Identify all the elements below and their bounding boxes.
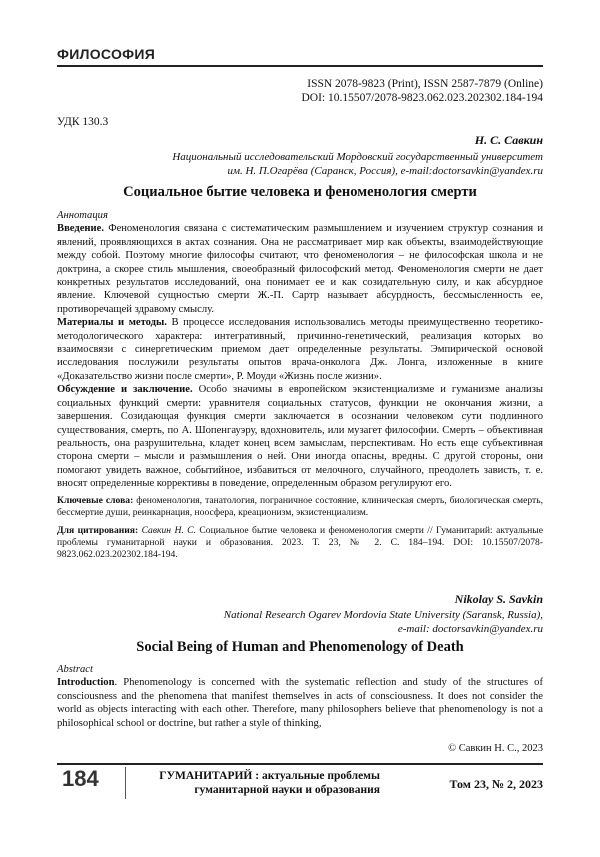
section-label: ФИЛОСОФИЯ bbox=[57, 46, 155, 62]
abstract-en bbox=[57, 663, 543, 730]
affiliation-ru bbox=[103, 150, 543, 178]
journal-name bbox=[135, 769, 380, 797]
discussion-text-ru: Особо значимы в европейском экзистенциализме и гуманизме анализы социальных функций смерти: уравнителя социальных статусов, функции не окончания жизни, а завершения. Созидающая функция смерти заключается в осознании человеком сути подлинного существования, смерть, по А. Шопенгауэру, вдохновитель, или музагет философии. Смерть – объективная реальность, она разрушительна, кладет конец всем замыслам, перспективам. Но есть еще субъективная сторона смерти – мысли и размышления о ней. Они иногда опасны, вредны. С другой стороны, они помогают увидеть важное, событийное, избавиться от мелочного, случайного, преодолеть зависть, т. е. вносят определенные коррективы в поведение, определенным образом регулируют его. bbox=[57, 384, 543, 489]
udk-code: УДК 130.3 bbox=[57, 116, 108, 128]
affiliation-en bbox=[103, 608, 543, 636]
article-title-en: Social Being of Human and Phenomenology of Death bbox=[57, 639, 543, 656]
affiliation-en-line2: e-mail: doctorsavkin@yandex.ru bbox=[103, 622, 543, 636]
footer-divider bbox=[125, 767, 126, 799]
journal-name-line1: ГУМАНИТАРИЙ : актуальные проблемы bbox=[135, 769, 380, 783]
journal-name-line2: гуманитарной науки и образования bbox=[135, 783, 380, 797]
author-name-ru: Н. С. Савкин bbox=[475, 133, 543, 148]
affiliation-ru-line1: Национальный исследовательский Мордовский государственный университет bbox=[103, 150, 543, 164]
header-rule bbox=[57, 65, 543, 67]
page-number: 184 bbox=[62, 766, 99, 792]
affiliation-en-line1: National Research Ogarev Mordovia State University (Saransk, Russia), bbox=[103, 608, 543, 622]
abstract-ru bbox=[57, 209, 543, 561]
abstract-label-en: Abstract bbox=[57, 663, 543, 676]
author-name-en: Nikolay S. Savkin bbox=[455, 592, 543, 607]
methods-paragraph-ru bbox=[57, 316, 543, 383]
volume-info: Том 23, № 2, 2023 bbox=[450, 777, 543, 792]
doi-line: DOI: 10.15507/2078-9823.062.023.202302.184-194 bbox=[302, 91, 544, 105]
citation-label-ru: Для цитирования: bbox=[57, 525, 138, 536]
article-title-ru: Социальное бытие человека и феноменология смерти bbox=[57, 184, 543, 201]
citation-text-ru: Социальное бытие человека и феноменология смерти // Гуманитарий: актуальные проблемы гуманитарной науки и образования. 2023. Т. 23, № 2. С. 184–194. DOI: 10.15507/2078-9823.062.023.202302.184-194. bbox=[57, 525, 543, 560]
issn-block bbox=[302, 77, 544, 105]
issn-line: ISSN 2078-9823 (Print), ISSN 2587-7879 (Online) bbox=[302, 77, 544, 91]
keywords-text-ru: феноменология, танатология, пограничное состояние, клиническая смерть, биологическая смерть, бессмертие души, реинкарнация, ноосфера, креационизм, экзистенциализм. bbox=[57, 495, 543, 518]
intro-label-ru: Введение. bbox=[57, 223, 104, 234]
affiliation-ru-line2: им. Н. П.Огарёва (Саранск, Россия), e-mail:doctorsavkin@yandex.ru bbox=[103, 164, 543, 178]
keywords-paragraph-ru bbox=[57, 495, 543, 519]
intro-text-en: . Phenomenology is concerned with the systematic reflection and study of the structures of consciousness and the phenomena that manifest themselves in acts of consciousness. It does not consider the world as objects interacting with each other. Therefore, many philosophers believe that phenomenology is not a philosophical school or doctrine, but rather a style of thinking, bbox=[57, 677, 543, 728]
discussion-label-ru: Обсуждение и заключение. bbox=[57, 384, 193, 395]
citation-author-ru: Савкин Н. С. bbox=[138, 525, 196, 536]
abstract-label-ru: Аннотация bbox=[57, 209, 543, 222]
copyright-notice: © Савкин Н. С., 2023 bbox=[448, 743, 543, 754]
citation-paragraph-ru bbox=[57, 525, 543, 561]
discussion-paragraph-ru bbox=[57, 383, 543, 490]
footer-rule bbox=[57, 763, 543, 765]
keywords-label-ru: Ключевые слова: bbox=[57, 495, 133, 506]
methods-text-ru: В процессе исследования использовались методы преимущественно теоретико-методологического характера: интегративный, причинно-генетический, реализация которых во взаимосвязи с синергетическим приемом дает определенные результаты. Эмпирической основой исследования послужили результаты опытов врача-онколога Дж. Лонга, изложенные в книге «Доказательство жизни после смерти», Р. Моуди «Жизнь после жизни». bbox=[57, 317, 543, 382]
intro-paragraph-en bbox=[57, 676, 543, 730]
intro-paragraph-ru bbox=[57, 222, 543, 316]
intro-text-ru: Феноменология связана с систематическим размышлением и изучением структур сознания и явлений, проявляющихся в актах сознания. Она не рассматривает мир как объекты, взаимодействующие между собой. Поэтому многие философы считают, что феноменология – не философская школа и не доктрина, а скорее стиль мышления, своеобразный философский метод. Феноменология смерти не дает конкретных результатов исследований, она понимает ее и как созидательную силу, и как абсурдное явление. Ключевой сущностью смерти Ж.-П. Сартр называет абсурдность, бессмысленность ее, противоречащей здравому смыслу. bbox=[57, 223, 543, 314]
intro-label-en: Introduction bbox=[57, 677, 115, 688]
methods-label-ru: Материалы и методы. bbox=[57, 317, 167, 328]
